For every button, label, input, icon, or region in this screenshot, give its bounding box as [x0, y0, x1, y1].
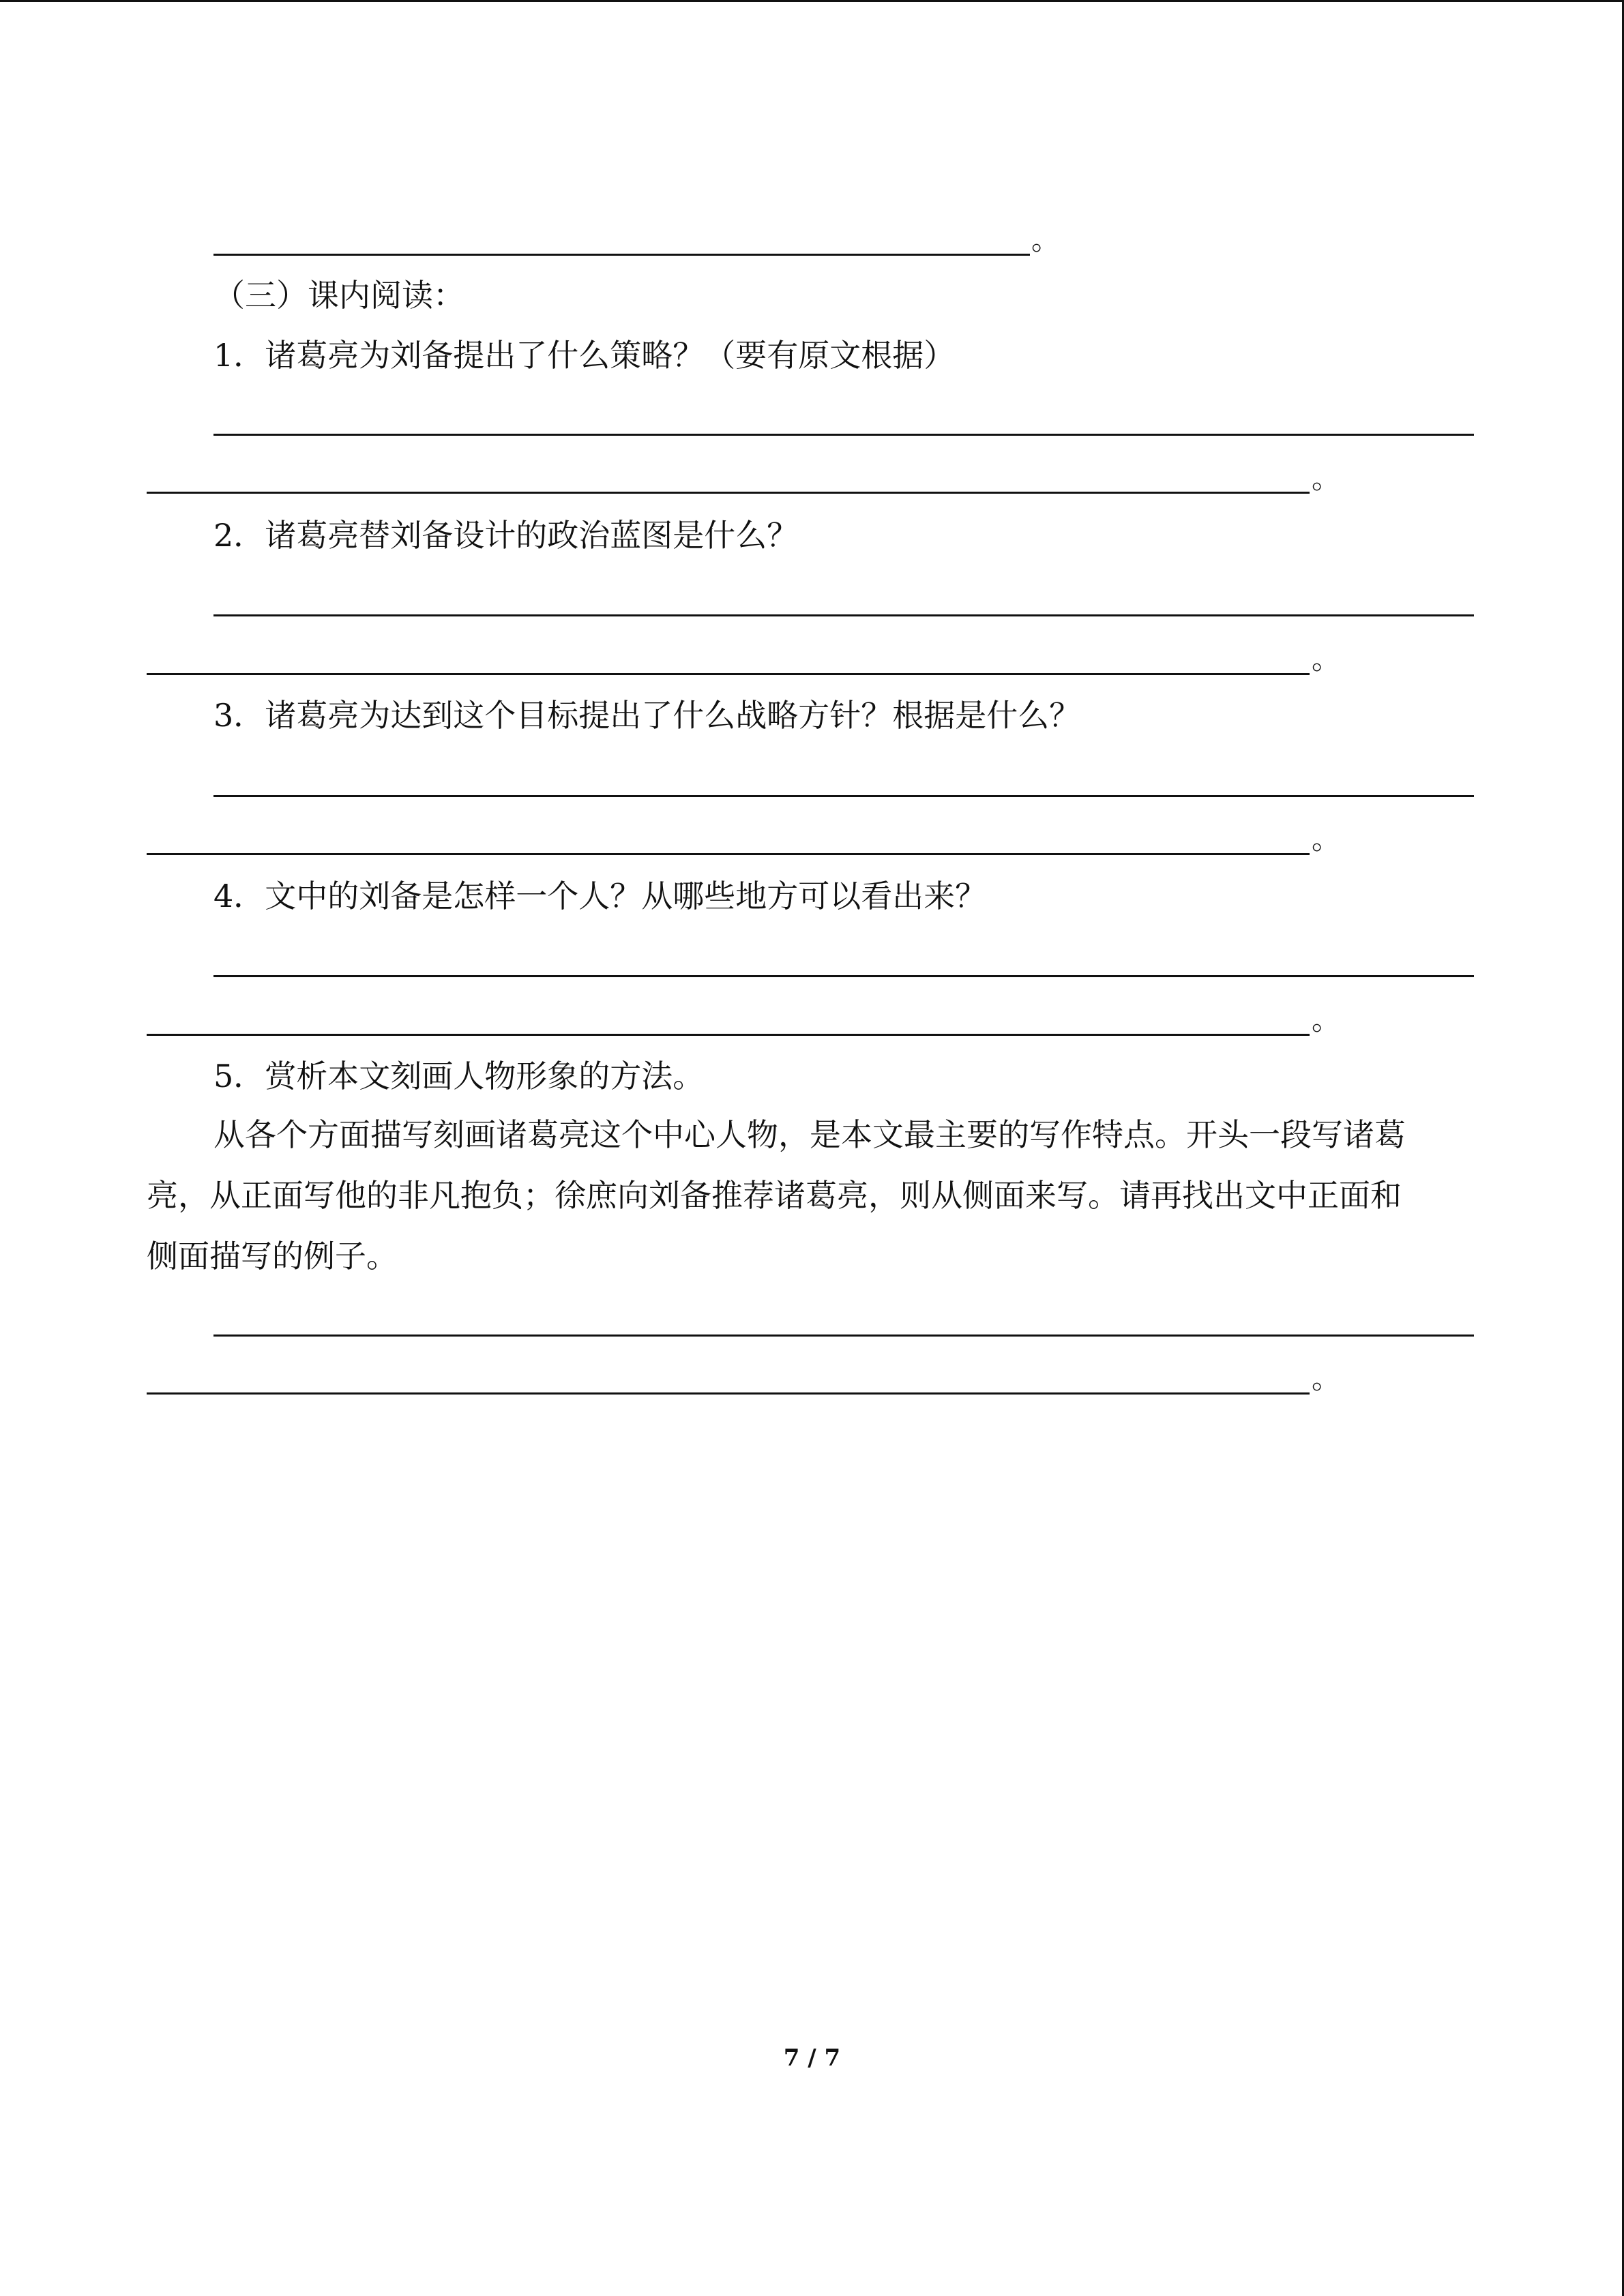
question-5-paragraph-line-1: 从各个方面描写刻画诸葛亮这个中心人物，是本文最主要的写作特点。开头一段写诸葛 [213, 1116, 1406, 1153]
question-5-paragraph-line-3: 侧面描写的例子。 [147, 1238, 398, 1274]
answer-line-q2-b[interactable] [147, 673, 1310, 675]
answer-line-prev[interactable] [213, 254, 1030, 256]
question-3: 3．诸葛亮为达到这个目标提出了什么战略方针？根据是什么？ [213, 697, 1081, 734]
question-1: 1．诸葛亮为刘备提出了什么策略？（要有原文根据） [213, 337, 956, 374]
answer-line-q4-a[interactable] [213, 975, 1474, 977]
answer-period-prev: 。 [1031, 223, 1061, 256]
page-number: 7 / 7 [783, 2044, 841, 2072]
answer-line-q4-b[interactable] [147, 1034, 1310, 1036]
answer-period-q5: 。 [1312, 1362, 1341, 1395]
question-4: 4．文中的刘备是怎样一个人？从哪些地方可以看出来？ [213, 878, 987, 914]
answer-period-q4: 。 [1312, 1003, 1341, 1037]
answer-period-q1: 。 [1312, 462, 1341, 495]
answer-period-q2: 。 [1312, 642, 1341, 676]
section-heading: （三）课内阅读： [213, 277, 464, 314]
question-5-paragraph-line-2: 亮，从正面写他的非凡抱负；徐庶向刘备推荐诸葛亮，则从侧面来写。请再找出文中正面和 [147, 1177, 1402, 1214]
answer-line-q3-a[interactable] [213, 795, 1474, 797]
page-top-border [0, 0, 1624, 2]
answer-line-q3-b[interactable] [147, 853, 1310, 855]
question-2: 2．诸葛亮替刘备设计的政治蓝图是什么？ [213, 517, 799, 554]
answer-period-q3: 。 [1312, 822, 1341, 856]
answer-line-q1-b[interactable] [147, 492, 1310, 494]
answer-line-q5-b[interactable] [147, 1392, 1310, 1395]
answer-line-q1-a[interactable] [213, 434, 1474, 436]
answer-line-q2-a[interactable] [213, 614, 1474, 616]
answer-line-q5-a[interactable] [213, 1335, 1474, 1337]
question-5: 5．赏析本文刻画人物形象的方法。 [213, 1058, 705, 1094]
